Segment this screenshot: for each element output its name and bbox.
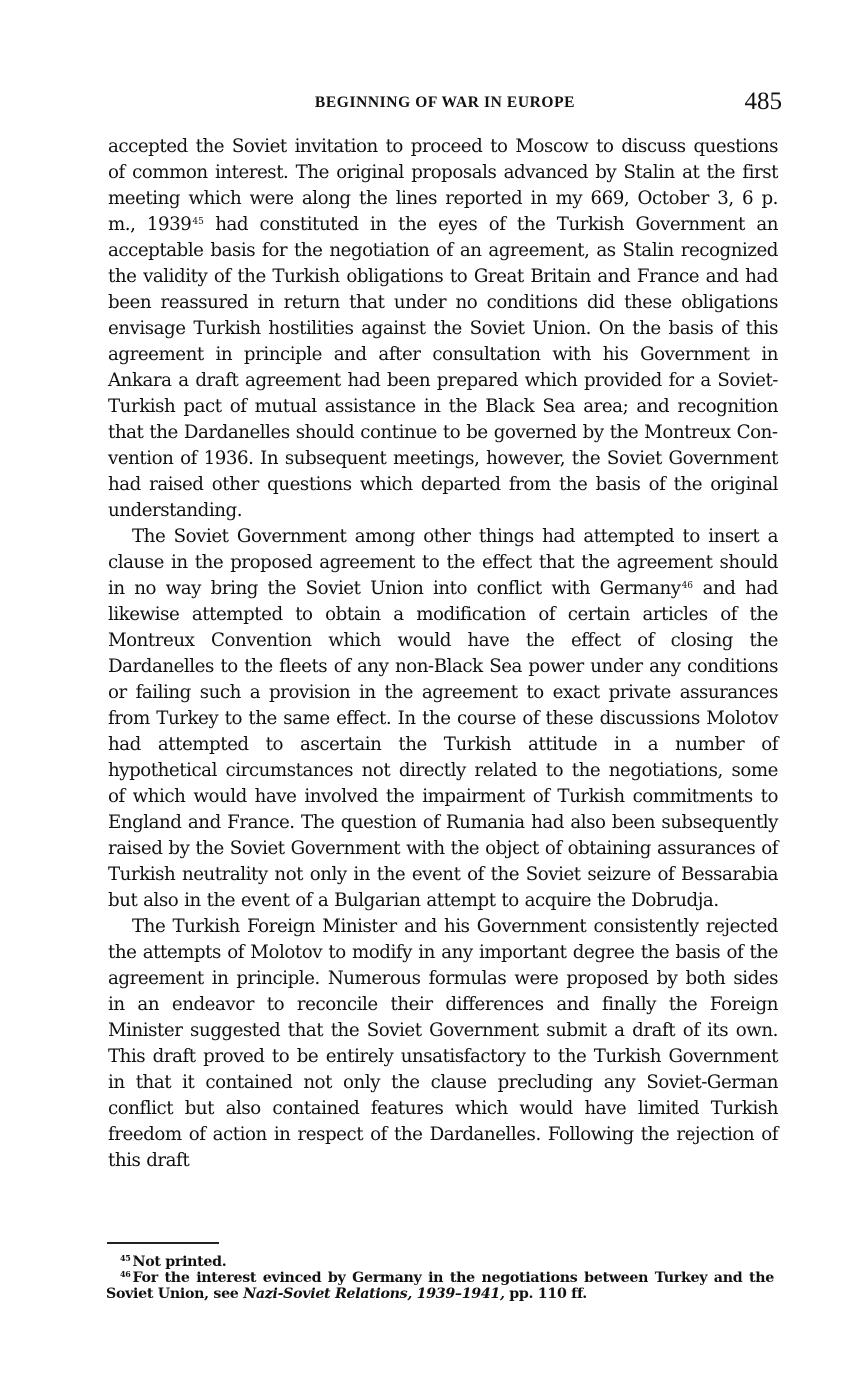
footnote-rule — [107, 1242, 219, 1244]
footnote-46-text-a: For the interest evinced by Germany in the negotiations between Turkey and the Soviet Union, see — [106, 1270, 774, 1302]
footnote-46 — [106, 1270, 774, 1302]
footnote-46-text-b: pp. 110 ff. — [504, 1286, 587, 1302]
paragraph-3: The Turkish Foreign Minister and his Government consistently rejected the attempts of Molotov to modify in any important degree the basis of the agreement in principle. Numerous formulas were proposed by both sides in an endeavor to reconcile their differences and finally the Foreign Minister suggested that the Soviet Government submit a draft of its own. This draft proved to be entirely unsatisfactory to the Turkish Government in that it contained not only the clause precluding any Soviet-German conflict but also contained features which would have limited Turkish freedom of action in respect of the Dardanelles. Following the rejection of this draft — [108, 916, 778, 1171]
footnote-45 — [106, 1254, 774, 1270]
page-number: 485 — [744, 88, 782, 115]
body-text — [108, 134, 778, 1174]
paragraph-1-text-a: accepted the Soviet invitation to proceed to Moscow to discuss questions of common interest. The original proposals advanced by Stalin at the first meeting which were along the lines reported in my 669, October 3, 6 p. m., 1939 — [108, 136, 778, 235]
paragraph-1-text-b: had constituted in the eyes of the Turkish Government an acceptable basis for the negotiation of an agreement, as Stalin recognized the validity of the Turkish obligations to Great Britain and France and had been reassured in return that under no conditions did these obligations envisage Turkish hostilities against the Soviet Union. On the basis of this agreement in principle and after consultation with his Government in Ankara a draft agreement had been prepared which provided for a Soviet-Turkish pact of mutual assistance in the Black Sea area; and recognition that the Dardanelles should continue to be governed by the Montreux Convention of 1936. In subsequent meetings, however, the Soviet Government had raised other questions which departed from the basis of the original understanding. — [108, 214, 778, 521]
footnote-46-book-title: Nazi-Soviet Relations, 1939–1941, — [243, 1286, 505, 1302]
footnote-45-text: Not printed. — [132, 1254, 227, 1270]
paragraph-2-text-b: and had likewise attempted to obtain a modification of certain articles of the Montreux Convention which would have the effect of closing the Dardanelles to the fleets of any non-Black Sea power under any conditions or failing such a provision in the agreement to exact private assurances from Turkey to the same effect. In the course of these discussions Molotov had attempted to ascertain the Turkish attitude in a number of hypothetical circumstances not directly related to the negotiations, some of which would have involved the impairment of Turkish commitments to England and France. The question of Rumania had also been subsequently raised by the Soviet Government with the object of obtaining assurances of Turkish neutrality not only in the event of the Soviet seizure of Bessarabia but also in the event of a Bulgarian attempt to acquire the Dobrudja. — [108, 578, 778, 911]
running-title: BEGINNING OF WAR IN EUROPE — [314, 94, 576, 111]
footnote-ref-46: 46 — [681, 581, 694, 591]
paragraph-2 — [108, 524, 778, 914]
paragraph-2-text-a: The Soviet Government among other things had attempted to insert a clause in the proposed agreement to the effect that the agreement should in no way bring the Soviet Union into conflict with Germany — [108, 526, 778, 599]
footnote-ref-45: 45 — [192, 217, 204, 227]
footnote-46-number: 46 — [120, 1269, 131, 1279]
footnote-45-number: 45 — [120, 1253, 131, 1263]
footnotes — [106, 1254, 774, 1302]
running-head — [108, 88, 782, 124]
paragraph-1 — [108, 134, 778, 524]
